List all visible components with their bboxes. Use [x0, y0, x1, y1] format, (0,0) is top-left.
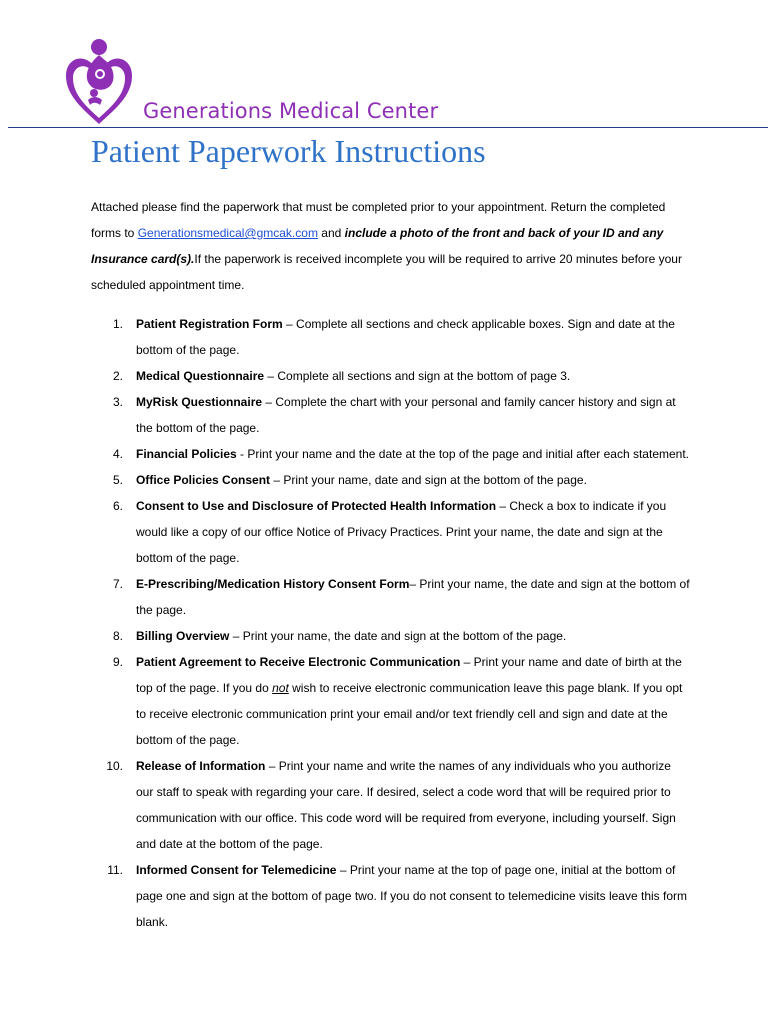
heart-family-icon — [64, 38, 134, 126]
list-item — [91, 571, 691, 623]
list-item — [91, 441, 691, 467]
list-item — [91, 649, 691, 753]
item-number: 6. — [112, 499, 123, 513]
list-item — [91, 493, 691, 571]
logo — [64, 38, 134, 126]
item-text: – Print your name and date of birth at the top of the page. If you do — [136, 655, 682, 695]
item-number: 1. — [112, 317, 123, 331]
form-name: E-Prescribing/Medication History Consent Form — [136, 577, 410, 591]
item-text: – Print your name at the top of page one, initial at the bottom of page one and sign at the bottom of page two. If you do not consent to telemedicine visits leave this form blank. — [136, 863, 687, 929]
list-item — [91, 857, 691, 935]
form-name: Office Policies Consent — [136, 473, 271, 487]
item-text: – Complete all sections and check applicable boxes. Sign and date at the bottom of the page. — [136, 317, 675, 357]
form-name: Financial Policies — [136, 447, 237, 461]
intro-paragraph — [91, 194, 691, 298]
form-name: Patient Registration Form — [136, 317, 283, 331]
page-title: Patient Paperwork Instructions — [91, 133, 486, 169]
item-text: – Print your name, the date and sign at the bottom of the page. — [229, 629, 567, 643]
form-name: Consent to Use and Disclosure of Protected Health Information — [136, 499, 497, 513]
item-text: – Check a box to indicate if you would like a copy of our office Notice of Privacy Practices. Print your name, the date and sign at the bottom of the page. — [136, 499, 667, 565]
intro-emphasis: include a photo of the front and back of your ID and any Insurance card(s). — [91, 226, 664, 266]
intro-and: and — [317, 226, 345, 240]
item-number: 9. — [112, 655, 123, 669]
list-item — [91, 753, 691, 857]
instructions-list — [91, 311, 691, 935]
item-number: 5. — [112, 473, 123, 487]
form-name: MyRisk Questionnaire — [136, 395, 263, 409]
form-name: Billing Overview — [136, 629, 230, 643]
list-item — [91, 623, 691, 649]
item-number: 8. — [112, 629, 123, 643]
list-item — [91, 363, 691, 389]
item-number: 11. — [107, 863, 123, 877]
list-item — [91, 389, 691, 441]
not-emphasis: not — [272, 681, 289, 695]
form-name: Medical Questionnaire — [136, 369, 265, 383]
item-text: – Print your name, the date and sign at the bottom of the page. — [136, 577, 690, 617]
item-text: – Print your name and write the names of any individuals who you authorize our staff to speak with regarding your care. If desired, select a code word that will be required prior to communication with our office. This code word will be required from everyone, including yourself. Sign and date at the bottom of the page. — [136, 759, 676, 851]
item-text: – Complete all sections and sign at the bottom of page 3. — [264, 369, 571, 383]
item-text: wish to receive electronic communication leave this page blank. If you opt to receive electronic communication print your email and/or text friendly cell and sign and date at the bottom of the page. — [136, 681, 683, 747]
item-text: – Complete the chart with your personal and family cancer history and sign at the bottom of the page. — [136, 395, 676, 435]
item-number: 7. — [112, 577, 123, 591]
item-number: 3. — [112, 395, 123, 409]
list-item — [91, 467, 691, 493]
form-name: Informed Consent for Telemedicine — [136, 863, 337, 877]
email-link[interactable]: Generationsmedical@gmcak.com — [137, 226, 318, 240]
item-text: - Print your name and the date at the top of the page and initial after each statement. — [236, 447, 690, 461]
item-number: 2. — [112, 369, 123, 383]
item-text: – Print your name, date and sign at the bottom of the page. — [270, 473, 587, 487]
form-name: Patient Agreement to Receive Electronic Communication — [136, 655, 461, 669]
list-item — [91, 311, 691, 363]
intro-warning: If the paperwork is received incomplete you will be required to arrive 20 minutes before your scheduled appointment time. — [91, 252, 682, 292]
intro-text: Attached please find the paperwork that must be completed prior to your appointment. Return the completed forms to — [91, 200, 666, 240]
org-name: Generations Medical Center — [143, 99, 439, 123]
header-divider — [8, 127, 768, 128]
form-name: Release of Information — [136, 759, 266, 773]
item-number: 4. — [112, 447, 123, 461]
item-number: 10. — [106, 759, 123, 773]
